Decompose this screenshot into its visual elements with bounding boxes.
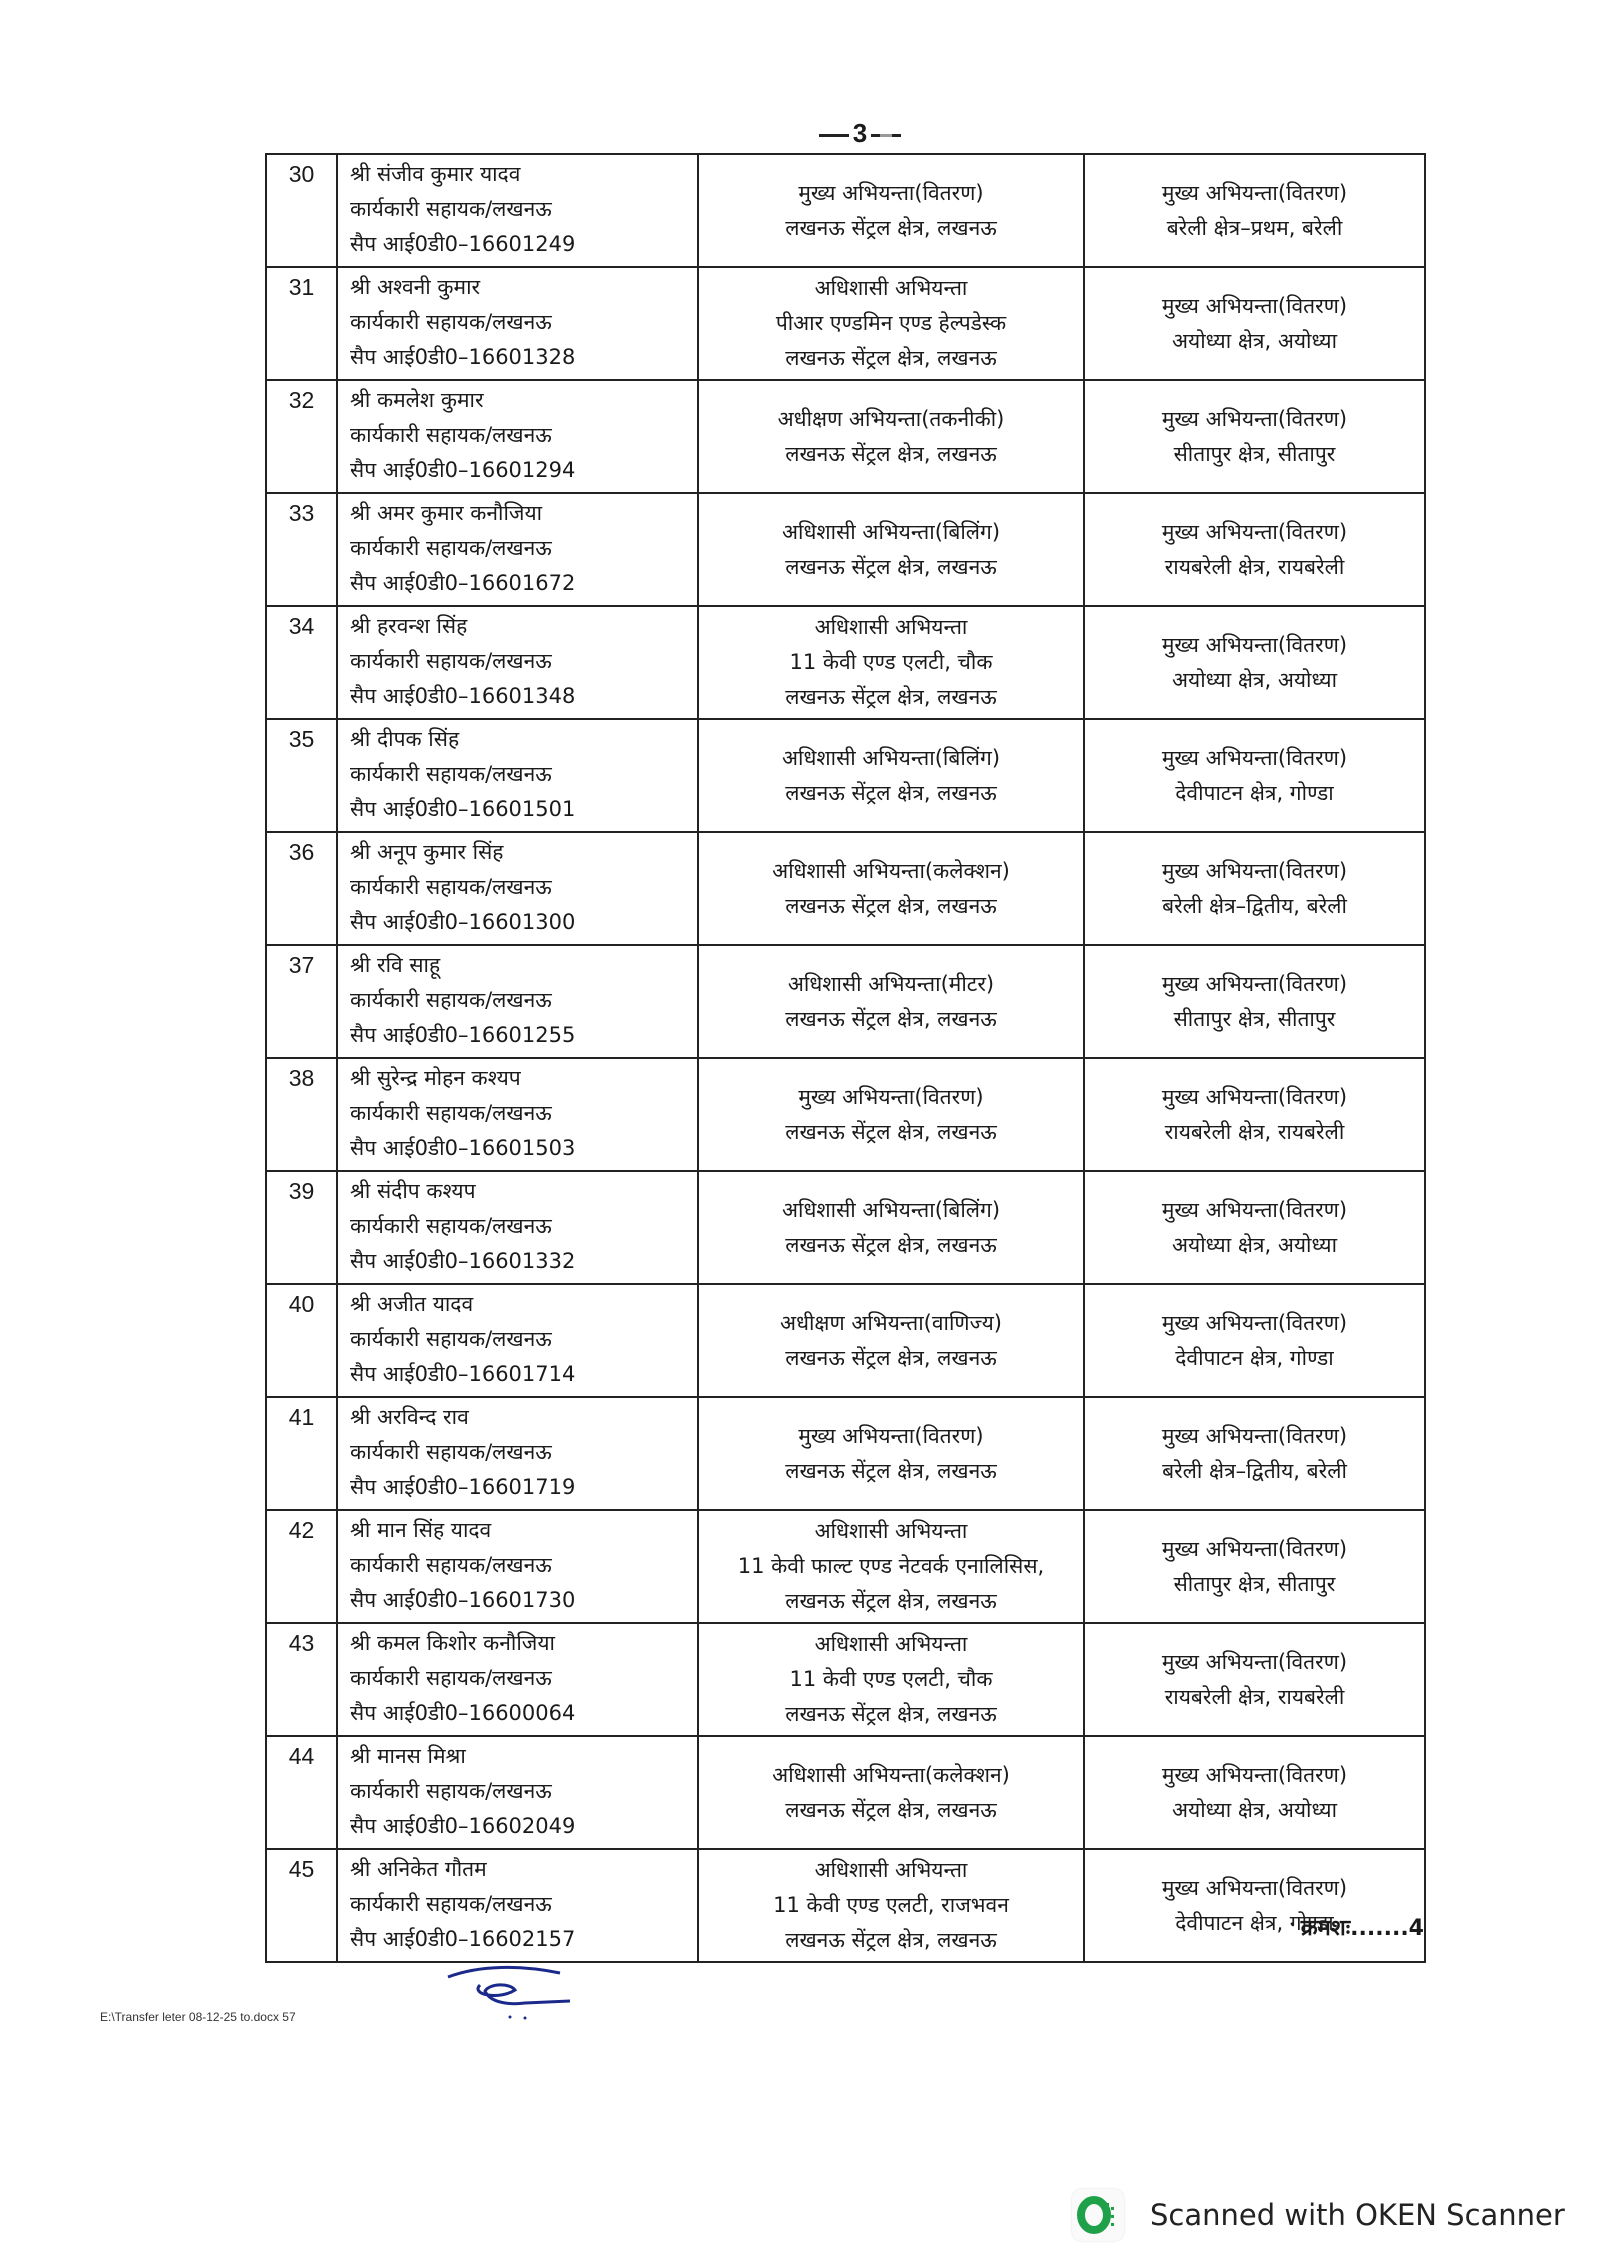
employee-cell xyxy=(337,154,698,267)
current-posting-line: 11 केवी एण्ड एलटी, राजभवन xyxy=(773,1893,1009,1917)
serial-number-cell: 35 xyxy=(266,719,337,832)
new-posting-line: मुख्य अभियन्ता(वितरण) xyxy=(1161,971,1348,996)
employee-cell xyxy=(337,267,698,380)
current-posting-line: लखनऊ सेंट्रल क्षेत्र, लखनऊ xyxy=(785,1119,997,1144)
new-posting-cell xyxy=(1084,154,1425,267)
employee-designation: कार्यकारी सहायक/लखनऊ xyxy=(350,762,552,786)
new-posting-line: मुख्य अभियन्ता(वितरण) xyxy=(1161,180,1348,205)
employee-designation: कार्यकारी सहायक/लखनऊ xyxy=(350,197,552,221)
new-posting-cell xyxy=(1084,606,1425,719)
new-posting-cell xyxy=(1084,493,1425,606)
employee-cell xyxy=(337,945,698,1058)
table-row xyxy=(266,1171,1425,1284)
serial-number-cell: 44 xyxy=(266,1736,337,1849)
current-posting-line: अधिशासी अभियन्ता(कलेक्शन) xyxy=(772,858,1010,883)
current-posting-line: अधिशासी अभियन्ता xyxy=(814,276,968,300)
employee-name: श्री मान सिंह यादव xyxy=(350,1518,492,1542)
dash-right xyxy=(871,134,901,137)
current-posting-line: लखनऊ सेंट्रल क्षेत्र, लखनऊ xyxy=(785,346,997,370)
current-posting-line: लखनऊ सेंट्रल क्षेत्र, लखनऊ xyxy=(785,1928,997,1952)
serial-number-cell: 42 xyxy=(266,1510,337,1623)
page-number-value: 3 xyxy=(852,118,868,148)
employee-sap-id: सैप आई0डी0–16601672 xyxy=(350,571,576,595)
current-posting-line: अधीक्षण अभियन्ता(वाणिज्य) xyxy=(780,1310,1002,1335)
new-posting-line: मुख्य अभियन्ता(वितरण) xyxy=(1161,1875,1348,1900)
employee-sap-id: सैप आई0डी0–16602157 xyxy=(350,1927,576,1951)
dash-left xyxy=(819,134,849,137)
new-posting-line: मुख्य अभियन्ता(वितरण) xyxy=(1161,293,1348,318)
serial-number-cell: 32 xyxy=(266,380,337,493)
employee-designation: कार्यकारी सहायक/लखनऊ xyxy=(350,1666,552,1690)
current-posting-line: अधिशासी अभियन्ता(बिलिंग) xyxy=(781,1197,1001,1222)
employee-designation: कार्यकारी सहायक/लखनऊ xyxy=(350,649,552,673)
serial-number-cell: 31 xyxy=(266,267,337,380)
employee-designation: कार्यकारी सहायक/लखनऊ xyxy=(350,1440,552,1464)
serial-number-cell: 34 xyxy=(266,606,337,719)
employee-name: श्री हरवन्श सिंह xyxy=(350,614,468,638)
table-row xyxy=(266,380,1425,493)
employee-cell xyxy=(337,1736,698,1849)
table-row xyxy=(266,154,1425,267)
employee-cell xyxy=(337,606,698,719)
employee-designation: कार्यकारी सहायक/लखनऊ xyxy=(350,1892,552,1916)
current-posting-line: लखनऊ सेंट्रल क्षेत्र, लखनऊ xyxy=(785,780,997,805)
current-posting-line: लखनऊ सेंट्रल क्षेत्र, लखनऊ xyxy=(785,441,997,466)
current-posting-line: अधिशासी अभियन्ता(बिलिंग) xyxy=(781,519,1001,544)
employee-name: श्री संजीव कुमार यादव xyxy=(350,162,521,186)
current-posting-line: अधिशासी अभियन्ता(कलेक्शन) xyxy=(772,1762,1010,1787)
new-posting-cell xyxy=(1084,1849,1425,1962)
current-posting-cell xyxy=(698,1510,1084,1623)
employee-sap-id: सैप आई0डी0–16601328 xyxy=(350,345,576,369)
new-posting-line: मुख्य अभियन्ता(वितरण) xyxy=(1161,1084,1348,1109)
table-row xyxy=(266,267,1425,380)
employee-sap-id: सैप आई0डी0–16600064 xyxy=(350,1701,576,1725)
employee-designation: कार्यकारी सहायक/लखनऊ xyxy=(350,988,552,1012)
current-posting-line: लखनऊ सेंट्रल क्षेत्र, लखनऊ xyxy=(785,1797,997,1822)
serial-number-cell: 30 xyxy=(266,154,337,267)
table-row xyxy=(266,1058,1425,1171)
current-posting-cell xyxy=(698,832,1084,945)
new-posting-line: देवीपाटन क्षेत्र, गोण्डा xyxy=(1175,1910,1334,1935)
employee-name: श्री अश्वनी कुमार xyxy=(350,275,481,299)
new-posting-line: अयोध्या क्षेत्र, अयोध्या xyxy=(1171,1232,1338,1257)
employee-sap-id: सैप आई0डी0–16601294 xyxy=(350,458,576,482)
current-posting-line: पीआर एण्डमिन एण्ड हेल्पडेस्क xyxy=(775,311,1007,335)
table-row xyxy=(266,1849,1425,1962)
new-posting-line: मुख्य अभियन्ता(वितरण) xyxy=(1161,519,1348,544)
current-posting-line: लखनऊ सेंट्रल क्षेत्र, लखनऊ xyxy=(785,1345,997,1370)
table-row xyxy=(266,1736,1425,1849)
new-posting-line: रायबरेली क्षेत्र, रायबरेली xyxy=(1164,1684,1345,1709)
employee-sap-id: सैप आई0डी0–16601719 xyxy=(350,1475,576,1499)
employee-name: श्री कमलेश कुमार xyxy=(350,388,484,412)
current-posting-line: लखनऊ सेंट्रल क्षेत्र, लखनऊ xyxy=(785,1232,997,1257)
employee-name: श्री मानस मिश्रा xyxy=(350,1744,466,1768)
employee-cell xyxy=(337,1284,698,1397)
employee-designation: कार्यकारी सहायक/लखनऊ xyxy=(350,1214,552,1238)
new-posting-line: अयोध्या क्षेत्र, अयोध्या xyxy=(1171,328,1338,353)
employee-name: श्री कमल किशोर कनौजिया xyxy=(350,1631,555,1655)
employee-name: श्री अजीत यादव xyxy=(350,1292,474,1316)
file-reference: E:\Transfer leter 08-12-25 to.docx 57 xyxy=(100,2010,296,2024)
employee-designation: कार्यकारी सहायक/लखनऊ xyxy=(350,310,552,334)
oken-logo-icon xyxy=(1072,2189,1124,2241)
transfer-table xyxy=(265,153,1426,1963)
new-posting-line: मुख्य अभियन्ता(वितरण) xyxy=(1161,1423,1348,1448)
page-number xyxy=(800,118,920,149)
table-row xyxy=(266,1510,1425,1623)
employee-name: श्री अमर कुमार कनौजिया xyxy=(350,501,543,525)
new-posting-cell xyxy=(1084,1284,1425,1397)
employee-cell xyxy=(337,719,698,832)
serial-number-cell: 38 xyxy=(266,1058,337,1171)
current-posting-line: 11 केवी एण्ड एलटी, चौक xyxy=(789,650,993,674)
current-posting-line: लखनऊ सेंट्रल क्षेत्र, लखनऊ xyxy=(785,893,997,918)
new-posting-line: मुख्य अभियन्ता(वितरण) xyxy=(1161,1310,1348,1335)
new-posting-line: रायबरेली क्षेत्र, रायबरेली xyxy=(1164,554,1345,579)
current-posting-cell xyxy=(698,493,1084,606)
current-posting-cell xyxy=(698,719,1084,832)
employee-designation: कार्यकारी सहायक/लखनऊ xyxy=(350,1779,552,1803)
employee-cell xyxy=(337,380,698,493)
current-posting-line: 11 केवी एण्ड एलटी, चौक xyxy=(789,1667,993,1691)
employee-sap-id: सैप आई0डी0–16601249 xyxy=(350,232,576,256)
new-posting-cell xyxy=(1084,719,1425,832)
new-posting-line: मुख्य अभियन्ता(वितरण) xyxy=(1161,1762,1348,1787)
serial-number-cell: 36 xyxy=(266,832,337,945)
current-posting-line: अधिशासी अभियन्ता(मीटर) xyxy=(787,971,995,996)
new-posting-line: मुख्य अभियन्ता(वितरण) xyxy=(1161,1649,1348,1674)
new-posting-cell xyxy=(1084,267,1425,380)
new-posting-line: बरेली क्षेत्र–प्रथम, बरेली xyxy=(1166,215,1343,240)
employee-name: श्री अनूप कुमार सिंह xyxy=(350,840,504,864)
serial-number-cell: 39 xyxy=(266,1171,337,1284)
new-posting-line: मुख्य अभियन्ता(वितरण) xyxy=(1161,1197,1348,1222)
new-posting-cell xyxy=(1084,1623,1425,1736)
table-row xyxy=(266,606,1425,719)
employee-sap-id: सैप आई0डी0–16601714 xyxy=(350,1362,576,1386)
current-posting-cell xyxy=(698,1849,1084,1962)
employee-sap-id: सैप आई0डी0–16601255 xyxy=(350,1023,576,1047)
employee-sap-id: सैप आई0डी0–16602049 xyxy=(350,1814,576,1838)
new-posting-cell xyxy=(1084,1736,1425,1849)
current-posting-line: अधीक्षण अभियन्ता(तकनीकी) xyxy=(777,406,1005,431)
table-row xyxy=(266,719,1425,832)
new-posting-line: मुख्य अभियन्ता(वितरण) xyxy=(1161,406,1348,431)
new-posting-line: मुख्य अभियन्ता(वितरण) xyxy=(1161,745,1348,770)
current-posting-cell xyxy=(698,1171,1084,1284)
current-posting-line: मुख्य अभियन्ता(वितरण) xyxy=(798,1084,984,1109)
current-posting-line: लखनऊ सेंट्रल क्षेत्र, लखनऊ xyxy=(785,1702,997,1726)
new-posting-line: अयोध्या क्षेत्र, अयोध्या xyxy=(1171,1797,1338,1822)
current-posting-cell xyxy=(698,380,1084,493)
new-posting-cell xyxy=(1084,832,1425,945)
employee-designation: कार्यकारी सहायक/लखनऊ xyxy=(350,875,552,899)
current-posting-line: लखनऊ सेंट्रल क्षेत्र, लखनऊ xyxy=(785,1458,997,1483)
current-posting-cell xyxy=(698,1736,1084,1849)
current-posting-line: अधिशासी अभियन्ता(बिलिंग) xyxy=(781,745,1001,770)
serial-number-cell: 45 xyxy=(266,1849,337,1962)
employee-designation: कार्यकारी सहायक/लखनऊ xyxy=(350,1327,552,1351)
employee-cell xyxy=(337,832,698,945)
employee-designation: कार्यकारी सहायक/लखनऊ xyxy=(350,423,552,447)
table-row xyxy=(266,832,1425,945)
new-posting-cell xyxy=(1084,1510,1425,1623)
table-row xyxy=(266,945,1425,1058)
new-posting-cell xyxy=(1084,945,1425,1058)
table-row xyxy=(266,493,1425,606)
employee-sap-id: सैप आई0डी0–16601348 xyxy=(350,684,576,708)
current-posting-line: 11 केवी फाल्ट एण्ड नेटवर्क एनालिसिस, xyxy=(737,1554,1045,1578)
new-posting-line: रायबरेली क्षेत्र, रायबरेली xyxy=(1164,1119,1345,1144)
serial-number-cell: 40 xyxy=(266,1284,337,1397)
serial-number-cell: 43 xyxy=(266,1623,337,1736)
new-posting-cell xyxy=(1084,1171,1425,1284)
new-posting-line: सीतापुर क्षेत्र, सीतापुर xyxy=(1173,441,1336,466)
serial-number-cell: 37 xyxy=(266,945,337,1058)
new-posting-cell xyxy=(1084,1397,1425,1510)
current-posting-cell xyxy=(698,1058,1084,1171)
current-posting-line: लखनऊ सेंट्रल क्षेत्र, लखनऊ xyxy=(785,215,997,240)
table-row xyxy=(266,1284,1425,1397)
new-posting-cell xyxy=(1084,1058,1425,1171)
current-posting-cell xyxy=(698,606,1084,719)
employee-cell xyxy=(337,493,698,606)
table-row xyxy=(266,1397,1425,1510)
current-posting-line: लखनऊ सेंट्रल क्षेत्र, लखनऊ xyxy=(785,685,997,709)
continued-label: क्रमशः.......4 xyxy=(1300,1916,1424,1941)
new-posting-line: सीतापुर क्षेत्र, सीतापुर xyxy=(1173,1006,1336,1031)
new-posting-line: सीतापुर क्षेत्र, सीतापुर xyxy=(1173,1571,1336,1596)
new-posting-line: देवीपाटन क्षेत्र, गोण्डा xyxy=(1175,1345,1334,1370)
new-posting-line: देवीपाटन क्षेत्र, गोण्डा xyxy=(1175,780,1334,805)
new-posting-line: बरेली क्षेत्र–द्वितीय, बरेली xyxy=(1162,893,1347,918)
current-posting-line: अधिशासी अभियन्ता xyxy=(814,1519,968,1543)
employee-sap-id: सैप आई0डी0–16601300 xyxy=(350,910,576,934)
new-posting-line: मुख्य अभियन्ता(वितरण) xyxy=(1161,858,1348,883)
serial-number-cell: 33 xyxy=(266,493,337,606)
current-posting-cell xyxy=(698,154,1084,267)
employee-name: श्री रवि साहू xyxy=(350,953,441,977)
employee-name: श्री सुरेन्द्र मोहन कश्यप xyxy=(350,1066,521,1090)
employee-cell xyxy=(337,1510,698,1623)
employee-sap-id: सैप आई0डी0–16601730 xyxy=(350,1588,576,1612)
employee-designation: कार्यकारी सहायक/लखनऊ xyxy=(350,1101,552,1125)
current-posting-cell xyxy=(698,1284,1084,1397)
current-posting-line: लखनऊ सेंट्रल क्षेत्र, लखनऊ xyxy=(785,554,997,579)
current-posting-cell xyxy=(698,1623,1084,1736)
current-posting-cell xyxy=(698,267,1084,380)
current-posting-cell xyxy=(698,1397,1084,1510)
current-posting-line: मुख्य अभियन्ता(वितरण) xyxy=(798,1423,984,1448)
current-posting-line: अधिशासी अभियन्ता xyxy=(814,615,968,639)
employee-cell xyxy=(337,1171,698,1284)
current-posting-line: लखनऊ सेंट्रल क्षेत्र, लखनऊ xyxy=(785,1006,997,1031)
employee-sap-id: सैप आई0डी0–16601503 xyxy=(350,1136,576,1160)
employee-name: श्री अनिकेत गौतम xyxy=(350,1857,487,1881)
new-posting-line: अयोध्या क्षेत्र, अयोध्या xyxy=(1171,667,1338,692)
employee-sap-id: सैप आई0डी0–16601332 xyxy=(350,1249,576,1273)
employee-designation: कार्यकारी सहायक/लखनऊ xyxy=(350,536,552,560)
employee-name: श्री संदीप कश्यप xyxy=(350,1179,476,1203)
employee-cell xyxy=(337,1397,698,1510)
scanner-text: Scanned with OKEN Scanner xyxy=(1150,2198,1565,2232)
new-posting-cell xyxy=(1084,380,1425,493)
employee-designation: कार्यकारी सहायक/लखनऊ xyxy=(350,1553,552,1577)
current-posting-line: लखनऊ सेंट्रल क्षेत्र, लखनऊ xyxy=(785,1589,997,1613)
employee-name: श्री दीपक सिंह xyxy=(350,727,460,751)
current-posting-line: मुख्य अभियन्ता(वितरण) xyxy=(798,180,984,205)
employee-cell xyxy=(337,1623,698,1736)
new-posting-line: बरेली क्षेत्र–द्वितीय, बरेली xyxy=(1162,1458,1347,1483)
transfer-table-body xyxy=(266,154,1425,1962)
table-row xyxy=(266,1623,1425,1736)
employee-cell xyxy=(337,1058,698,1171)
current-posting-line: अधिशासी अभियन्ता xyxy=(814,1632,968,1656)
serial-number-cell: 41 xyxy=(266,1397,337,1510)
current-posting-line: अधिशासी अभियन्ता xyxy=(814,1858,968,1882)
new-posting-line: मुख्य अभियन्ता(वितरण) xyxy=(1161,1536,1348,1561)
employee-sap-id: सैप आई0डी0–16601501 xyxy=(350,797,576,821)
scanner-watermark xyxy=(1072,2185,1565,2245)
employee-cell xyxy=(337,1849,698,1962)
signature xyxy=(440,1955,580,2025)
new-posting-line: मुख्य अभियन्ता(वितरण) xyxy=(1161,632,1348,657)
employee-name: श्री अरविन्द राव xyxy=(350,1405,469,1429)
current-posting-cell xyxy=(698,945,1084,1058)
